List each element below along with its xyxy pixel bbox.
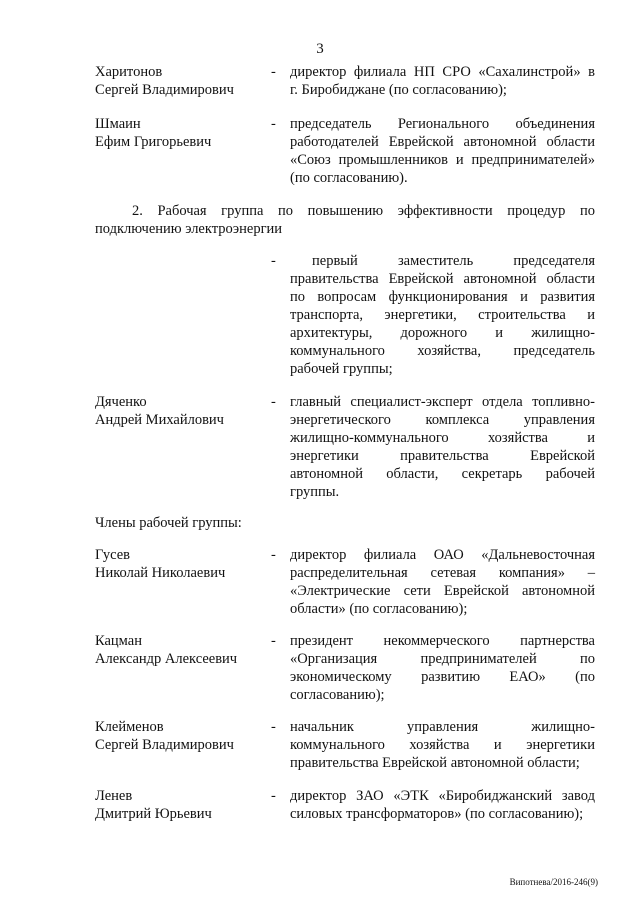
position-description: [290, 115, 595, 187]
desc-line: энергетики правительства Еврейской: [290, 448, 595, 464]
desc-line: согласованию);: [290, 687, 385, 703]
desc-line: рабочей группы;: [290, 361, 393, 377]
desc-line: автономной области, секретарь рабочей: [290, 466, 595, 482]
desc-line: работодателей Еврейской автономной области: [290, 134, 595, 150]
dash: -: [271, 547, 276, 563]
desc-line: энергетического комплекса управления: [290, 412, 595, 428]
desc-line: председатель Регионального объединения: [290, 116, 595, 132]
desc-line: президент некоммерческого партнерства: [290, 633, 595, 649]
desc-line: г. Биробиджане (по согласованию);: [290, 82, 507, 98]
dash: -: [271, 116, 276, 132]
desc-line: коммунального хозяйства и энергетики: [290, 737, 595, 753]
desc-line: экономическому развитию ЕАО» (по: [290, 669, 595, 685]
dash: -: [271, 788, 276, 804]
dash: -: [271, 394, 276, 410]
position-description: [290, 252, 595, 378]
document-code: Випотнева/2016-246(9): [509, 877, 598, 887]
surname: Харитонов: [95, 64, 163, 80]
desc-line: директор филиала НП СРО «Сахалинстрой» в: [290, 64, 595, 80]
position-description: [290, 632, 595, 704]
desc-line: правительства Еврейской автономной области: [290, 271, 595, 287]
section-line: подключению электроэнергии: [95, 221, 283, 237]
section-heading: [95, 202, 595, 238]
desc-line: начальник управления жилищно-: [290, 719, 595, 735]
person-name: [95, 632, 265, 668]
surname: Кацман: [95, 633, 142, 649]
position-description: [290, 787, 595, 823]
dash: -: [271, 719, 276, 735]
desc-line: «Организация предпринимателей по: [290, 651, 595, 667]
given-names: Николай Николаевич: [95, 565, 226, 581]
given-names: Сергей Владимирович: [95, 82, 234, 98]
surname: Шмаин: [95, 116, 141, 132]
desc-line: главный специалист-эксперт отдела топливно-: [290, 394, 595, 410]
desc-line: директор ЗАО «ЭТК «Биробиджанский завод: [290, 788, 595, 804]
desc-line: коммунального хозяйства, председатель: [290, 343, 595, 359]
desc-line: жилищно-коммунального хозяйства и: [290, 430, 595, 446]
desc-line: (по согласованию).: [290, 170, 408, 186]
desc-line: области» (по согласованию);: [290, 601, 468, 617]
position-description: [290, 718, 595, 772]
given-names: Дмитрий Юрьевич: [95, 806, 212, 822]
person-name: [95, 115, 265, 151]
desc-line: распределительная сетевая компания» –: [290, 565, 595, 581]
desc-line: транспорта, энергетики, строительства и: [290, 307, 595, 323]
person-name: [95, 546, 265, 582]
members-heading: Члены рабочей группы:: [95, 515, 242, 531]
dash: -: [271, 64, 276, 80]
surname: Клейменов: [95, 719, 164, 735]
person-name: [95, 63, 265, 99]
surname: Дяченко: [95, 394, 147, 410]
desc-line: по вопросам функционирования и развития: [290, 289, 595, 305]
given-names: Александр Алексеевич: [95, 651, 238, 667]
page-number: 3: [316, 41, 324, 57]
surname: Гусев: [95, 547, 130, 563]
surname: Ленев: [95, 788, 133, 804]
dash: -: [271, 253, 276, 269]
desc-line: группы.: [290, 484, 340, 500]
given-names: Андрей Михайлович: [95, 412, 224, 428]
desc-line: «Электрические сети Еврейской автономной: [290, 583, 595, 599]
desc-line: директор филиала ОАО «Дальневосточная: [290, 547, 595, 563]
desc-line: «Союз промышленников и предпринимателей»: [290, 152, 595, 168]
desc-line: первый заместитель председателя: [312, 253, 595, 269]
position-description: [290, 546, 595, 618]
position-description: [290, 393, 595, 501]
desc-line: силовых трансформаторов» (по согласованию);: [290, 806, 584, 822]
desc-line: архитектуры, дорожного и жилищно-: [290, 325, 595, 341]
person-name: [95, 718, 265, 754]
position-description: [290, 63, 595, 99]
given-names: Сергей Владимирович: [95, 737, 234, 753]
desc-line: правительства Еврейской автономной области;: [290, 755, 580, 771]
section-line: 2. Рабочая группа по повышению эффективности процедур по: [132, 203, 595, 219]
person-name: [95, 393, 265, 429]
dash: -: [271, 633, 276, 649]
given-names: Ефим Григорьевич: [95, 134, 212, 150]
person-name: [95, 787, 265, 823]
